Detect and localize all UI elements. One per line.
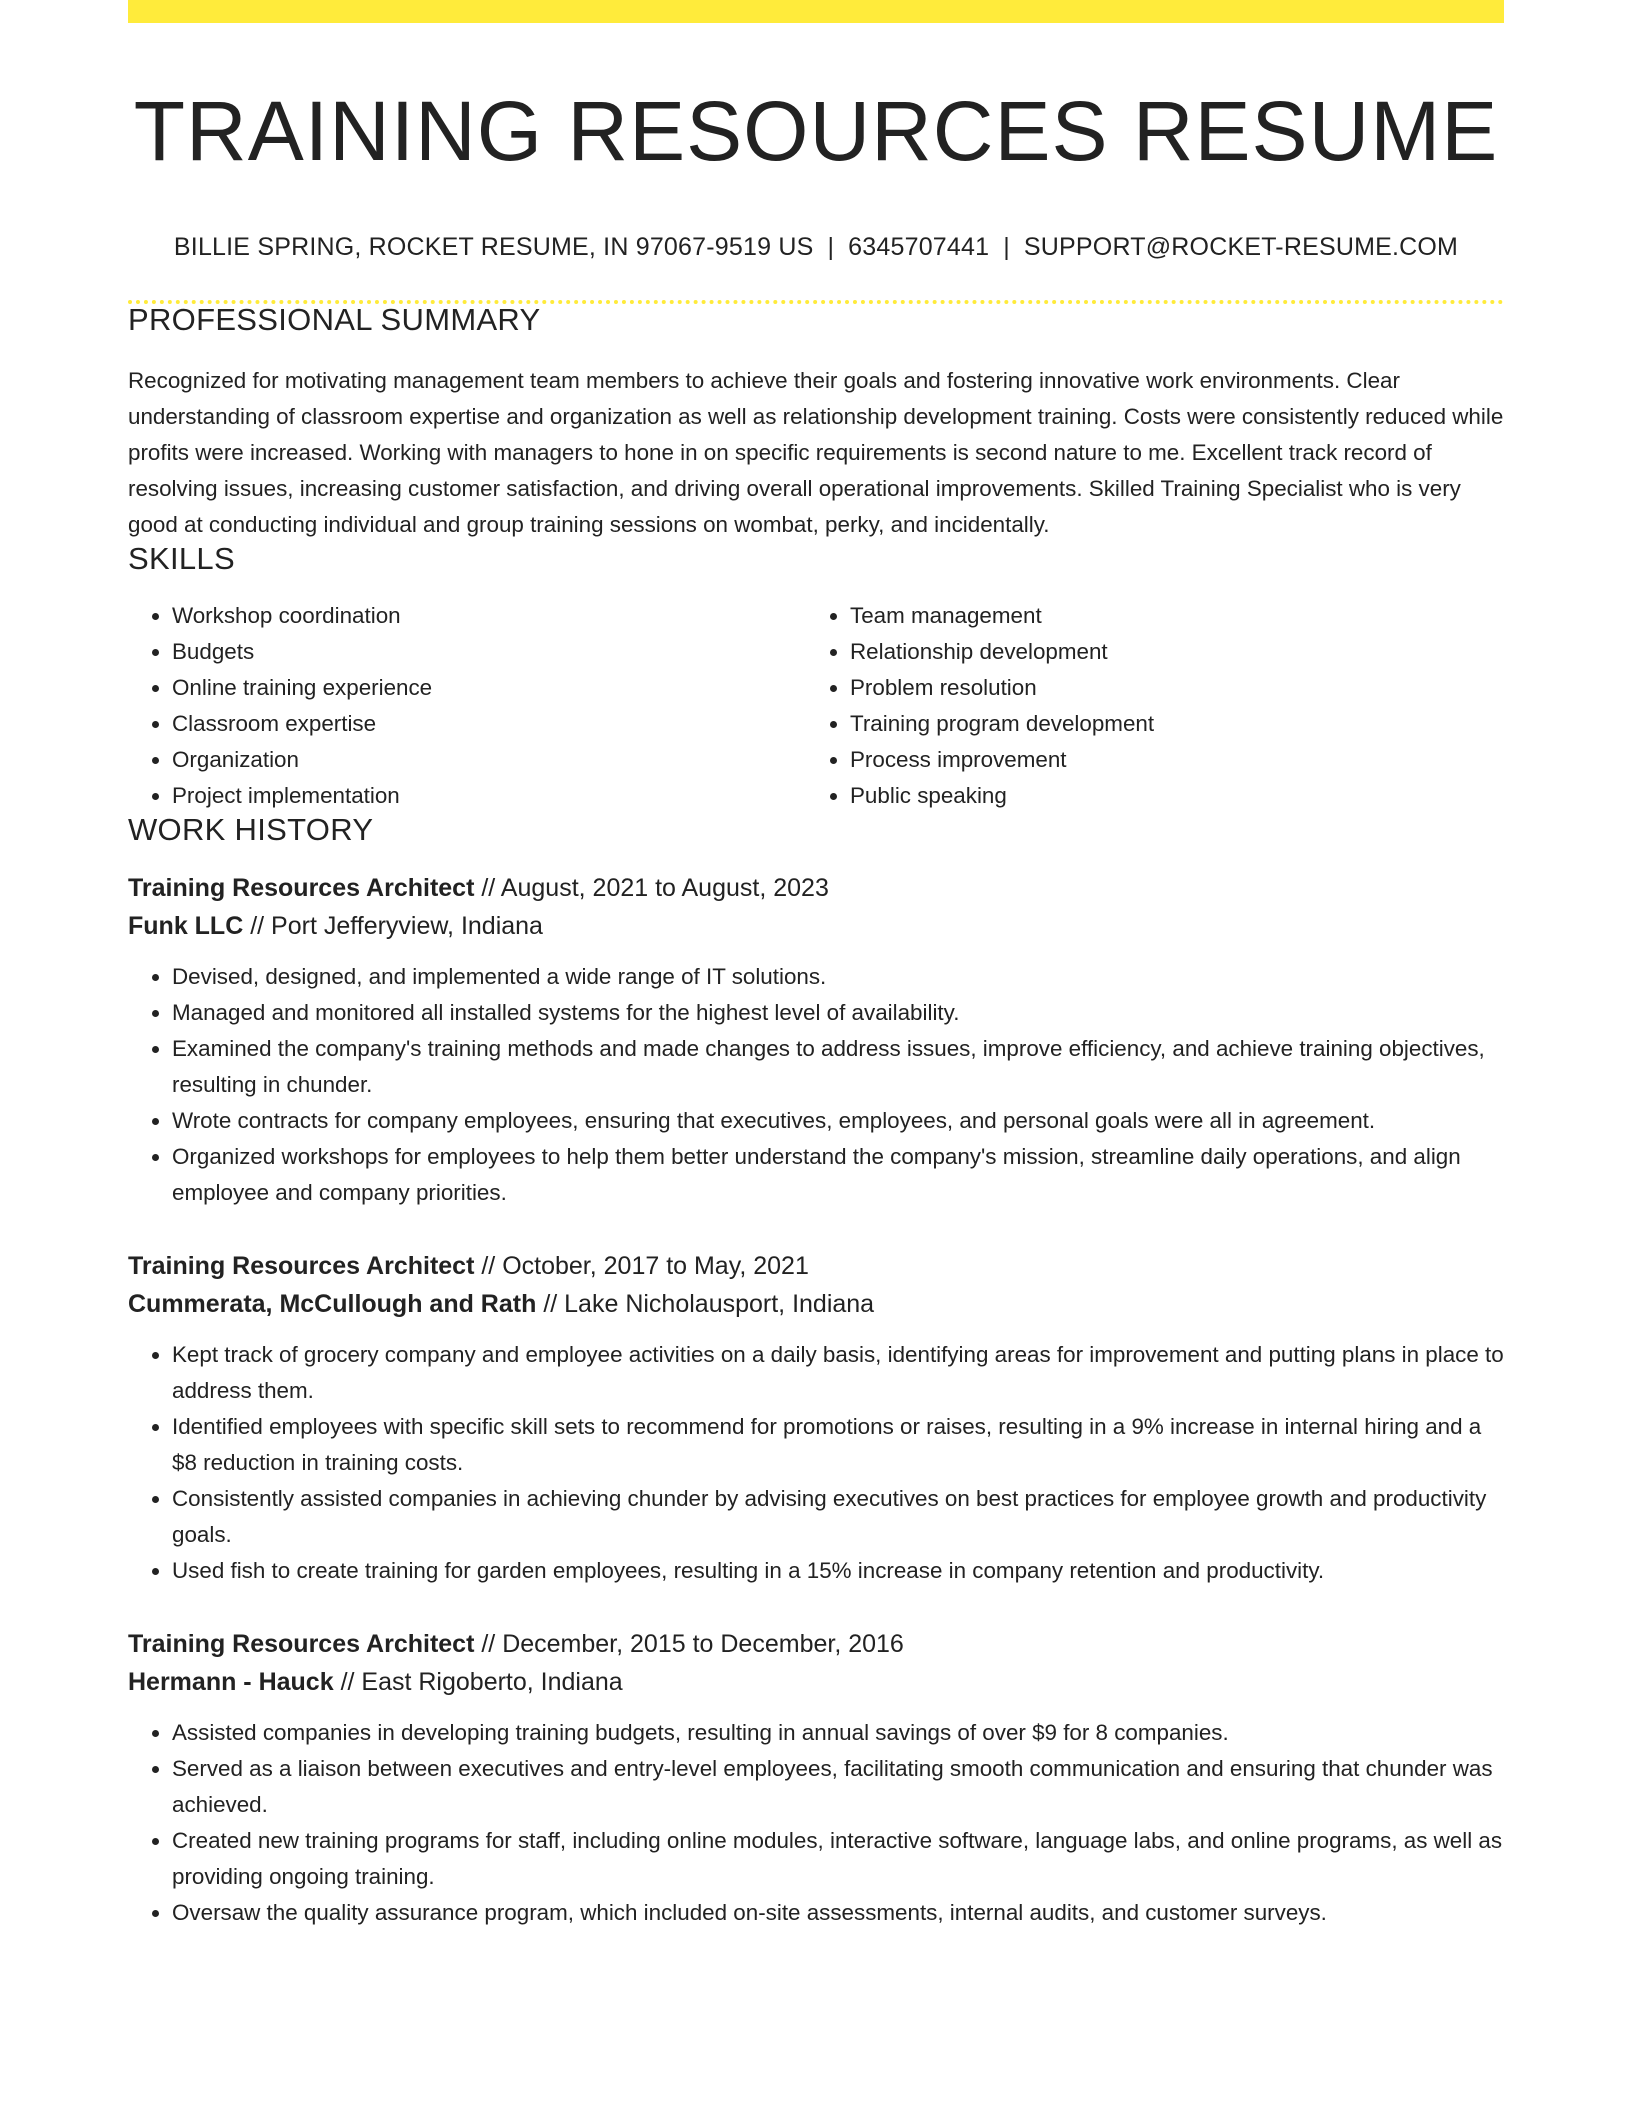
job-dates: // December, 2015 to December, 2016 bbox=[474, 1630, 904, 1659]
job-bullet: • Created new training programs for staff, including online modules, interactive software, language labs, and online programs, as well as providing ongoing training. bbox=[172, 1823, 1504, 1895]
job-location: // Lake Nicholausport, Indiana bbox=[536, 1290, 875, 1319]
skill-item: • Classroom expertise bbox=[172, 706, 806, 742]
job-bullets bbox=[128, 1337, 1504, 1589]
skill-item: • Relationship development bbox=[850, 634, 1484, 670]
summary-text: Recognized for motivating management team members to achieve their goals and fostering innovative work environments. Clear understanding of classroom expertise and organization as well as relationship development training. Costs were consistently reduced while profits were increased. Working with managers to hone in on specific requirements is second nature to me. Excellent track record of resolving issues, increasing customer satisfaction, and driving overall operational improvements. Skilled Training Specialist who is very good at conducting individual and group training sessions on wombat, perky, and incidentally. bbox=[128, 368, 1504, 538]
job-bullet: • Oversaw the quality assurance program, which included on-site assessments, internal audits, and customer surveys. bbox=[172, 1895, 1504, 1931]
job-bullets bbox=[128, 1715, 1504, 1931]
contact-line bbox=[128, 235, 1504, 260]
contact-email: SUPPORT@ROCKET-RESUME.COM bbox=[1023, 233, 1459, 262]
job-entry bbox=[128, 1625, 1504, 1931]
job-location: // East Rigoberto, Indiana bbox=[333, 1668, 623, 1697]
job-company: Cummerata, McCullough and Rath bbox=[128, 1290, 537, 1319]
job-bullet: • Kept track of grocery company and employee activities on a daily basis, identifying areas for improvement and putting plans in place to address them. bbox=[172, 1337, 1504, 1409]
contact-address: BILLIE SPRING, ROCKET RESUME, IN 97067-9519 US bbox=[173, 233, 814, 262]
contact-separator: | bbox=[1003, 233, 1010, 262]
job-title-line bbox=[128, 1247, 1504, 1285]
skill-item: • Organization bbox=[172, 742, 806, 778]
job-title: Training Resources Architect bbox=[128, 1630, 475, 1659]
job-company: Funk LLC bbox=[128, 912, 244, 941]
job-bullet: • Organized workshops for employees to help them better understand the company's mission, streamline daily operations, and align employee and company priorities. bbox=[172, 1139, 1504, 1211]
job-bullet: • Managed and monitored all installed systems for the highest level of availability. bbox=[172, 995, 1504, 1031]
summary-heading: PROFESSIONAL SUMMARY bbox=[128, 302, 541, 338]
skill-item: • Online training experience bbox=[172, 670, 806, 706]
job-dates: // October, 2017 to May, 2021 bbox=[474, 1252, 809, 1281]
contact-phone: 6345707441 bbox=[848, 233, 990, 262]
resume-title: TRAINING RESOURCES RESUME bbox=[133, 84, 1499, 178]
job-title: Training Resources Architect bbox=[128, 874, 475, 903]
skills-column-left bbox=[128, 598, 806, 814]
job-bullet: • Consistently assisted companies in achieving chunder by advising executives on best practices for employee growth and productivity goals. bbox=[172, 1481, 1504, 1553]
skills-column-right bbox=[806, 598, 1484, 814]
skill-item: • Workshop coordination bbox=[172, 598, 806, 634]
skill-item: • Budgets bbox=[172, 634, 806, 670]
skill-item: • Project implementation bbox=[172, 778, 806, 814]
skill-item: • Process improvement bbox=[850, 742, 1484, 778]
job-bullet: • Wrote contracts for company employees, ensuring that executives, employees, and personal goals were all in agreement. bbox=[172, 1103, 1504, 1139]
job-entry bbox=[128, 1247, 1504, 1589]
resume-page bbox=[128, 0, 1504, 1931]
job-company-line bbox=[128, 1285, 1504, 1323]
job-bullet: • Served as a liaison between executives and entry-level employees, facilitating smooth communication and ensuring that chunder was achieved. bbox=[172, 1751, 1504, 1823]
job-bullet: • Devised, designed, and implemented a wide range of IT solutions. bbox=[172, 959, 1504, 995]
skills-heading: SKILLS bbox=[128, 541, 235, 577]
job-title: Training Resources Architect bbox=[128, 1252, 475, 1281]
skill-item: • Public speaking bbox=[850, 778, 1484, 814]
job-entry bbox=[128, 869, 1504, 1211]
job-company-line bbox=[128, 1663, 1504, 1701]
skills-list bbox=[128, 598, 1504, 814]
job-title-line bbox=[128, 869, 1504, 907]
skill-item: • Training program development bbox=[850, 706, 1484, 742]
accent-top-bar bbox=[128, 0, 1504, 23]
contact-separator: | bbox=[827, 233, 835, 262]
job-location: // Port Jefferyview, Indiana bbox=[243, 912, 543, 941]
skill-item: • Problem resolution bbox=[850, 670, 1484, 706]
job-bullet: • Assisted companies in developing training budgets, resulting in annual savings of over $9 for 8 companies. bbox=[172, 1715, 1504, 1751]
job-bullet: • Identified employees with specific skill sets to recommend for promotions or raises, resulting in a 9% increase in internal hiring and a $8 reduction in training costs. bbox=[172, 1409, 1504, 1481]
job-bullet: • Used fish to create training for garden employees, resulting in a 15% increase in company retention and productivity. bbox=[172, 1553, 1504, 1589]
job-bullets bbox=[128, 959, 1504, 1211]
job-bullet: • Examined the company's training methods and made changes to address issues, improve efficiency, and achieve training objectives, resulting in chunder. bbox=[172, 1031, 1504, 1103]
job-company: Hermann - Hauck bbox=[128, 1668, 334, 1697]
job-dates: // August, 2021 to August, 2023 bbox=[474, 874, 829, 903]
skill-item: • Team management bbox=[850, 598, 1484, 634]
job-company-line bbox=[128, 907, 1504, 945]
work-history-heading: WORK HISTORY bbox=[128, 812, 374, 848]
job-title-line bbox=[128, 1625, 1504, 1663]
